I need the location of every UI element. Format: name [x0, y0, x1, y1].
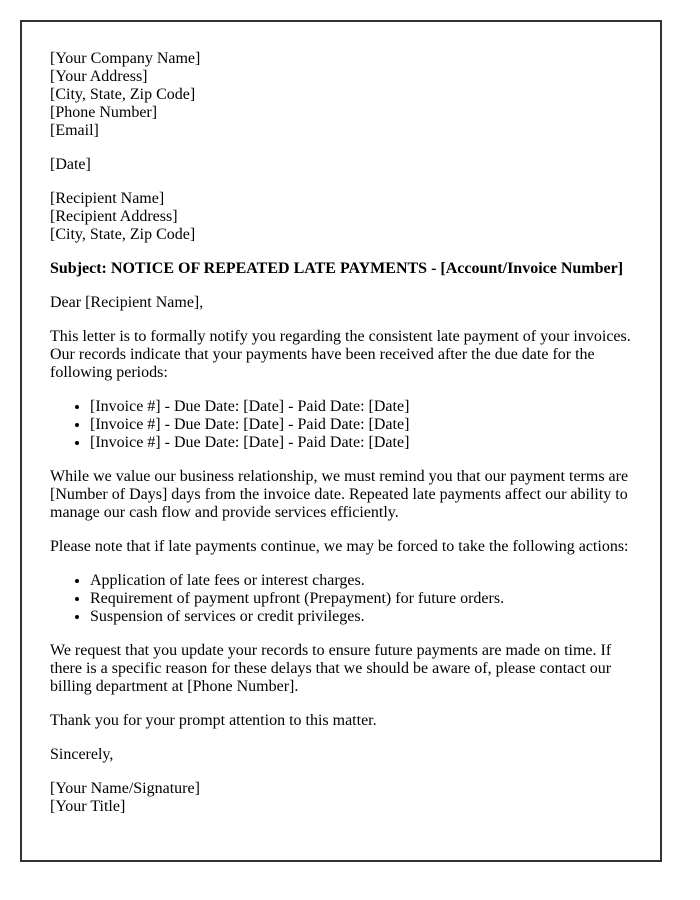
invoice-list — [50, 398, 632, 452]
actions-list — [50, 572, 632, 626]
signature-name: [Your Name/Signature] — [50, 780, 200, 797]
paragraph-intro: This letter is to formally notify you regarding the consistent late payment of your invoices. Our records indicate that your payments have been received after the due date for the following periods: — [50, 328, 631, 381]
invoice-list-item: • [Invoice #] - Due Date: [Date] - Paid Date: [Date] — [90, 434, 632, 452]
letter-container — [20, 20, 662, 815]
letter-body — [20, 20, 662, 862]
actions-list-item: • Suspension of services or credit privileges. — [90, 608, 632, 626]
sender-email: [Email] — [50, 122, 99, 139]
date-line: [Date] — [50, 156, 91, 173]
recipient-address: [Recipient Address] — [50, 208, 178, 225]
recipient-block — [50, 190, 632, 244]
sender-phone: [Phone Number] — [50, 104, 158, 121]
invoice-list-item: • [Invoice #] - Due Date: [Date] - Paid Date: [Date] — [90, 398, 632, 416]
sender-company: [Your Company Name] — [50, 50, 201, 67]
recipient-city-state-zip: [City, State, Zip Code] — [50, 226, 196, 243]
subject-line: Subject: NOTICE OF REPEATED LATE PAYMENTS - [Account/Invoice Number] — [50, 260, 624, 277]
actions-list-item: • Application of late fees or interest charges. — [90, 572, 632, 590]
closing: Sincerely, — [50, 746, 114, 763]
paragraph-terms: While we value our business relationship, we must remind you that our payment terms are [Number of Days] days from the invoice date. Repeated late payments affect our ability to manage our cash flow and provide services efficiently. — [50, 468, 629, 521]
paragraph-thanks: Thank you for your prompt attention to this matter. — [50, 712, 377, 729]
paragraph-actions-intro: Please note that if late payments continue, we may be forced to take the following actions: — [50, 538, 629, 555]
sender-address: [Your Address] — [50, 68, 148, 85]
signature-title: [Your Title] — [50, 798, 126, 815]
actions-list-item: • Requirement of payment upfront (Prepayment) for future orders. — [90, 590, 632, 608]
sender-city-state-zip: [City, State, Zip Code] — [50, 86, 196, 103]
paragraph-request: We request that you update your records to ensure future payments are made on time. If there is a specific reason for these delays that we should be aware of, please contact our billing department at [Phone Number]. — [50, 642, 612, 695]
recipient-name: [Recipient Name] — [50, 190, 165, 207]
salutation: Dear [Recipient Name], — [50, 294, 204, 311]
sender-block — [50, 50, 632, 140]
signature-block — [50, 780, 632, 816]
invoice-list-item: • [Invoice #] - Due Date: [Date] - Paid Date: [Date] — [90, 416, 632, 434]
